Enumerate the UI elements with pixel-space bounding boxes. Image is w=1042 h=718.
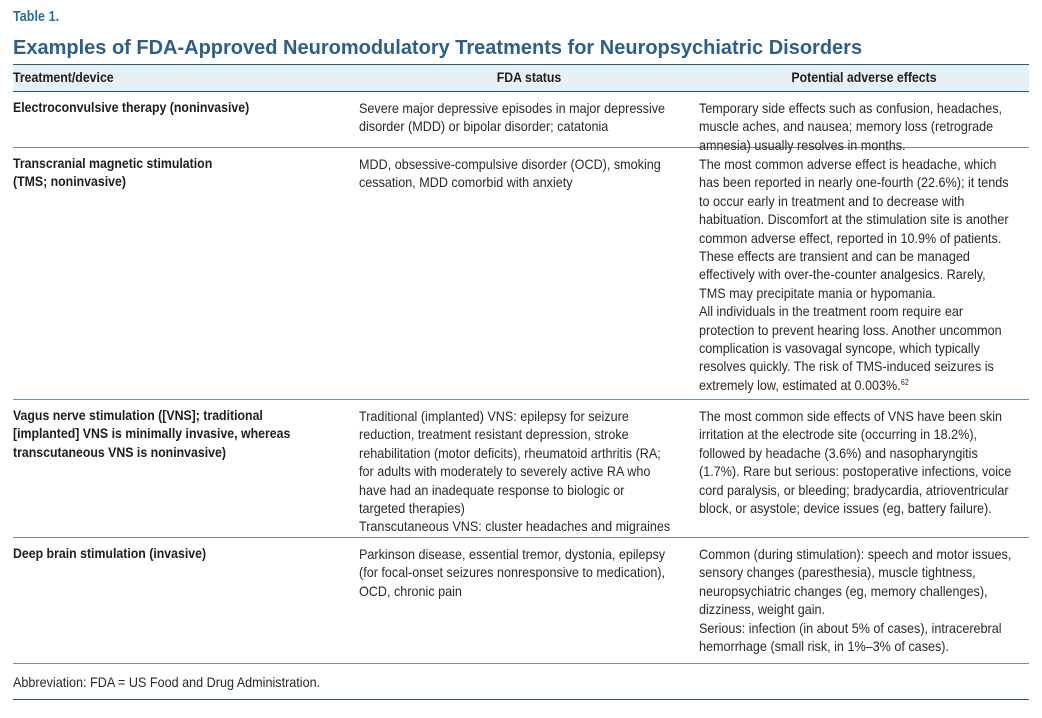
treatment-cell-text	[13, 98, 347, 116]
cell-line-text: habituation. Discomfort at the stimulation site is another	[699, 211, 1009, 228]
cell-line-text: (TMS; noninvasive)	[13, 173, 126, 190]
cell-line-text: Vagus nerve stimulation ([VNS]; traditional	[13, 407, 263, 423]
cell-line	[699, 155, 1037, 173]
cell-line-text: The most common side effects of VNS have been skin	[699, 408, 1003, 424]
cell-line-text: Temporary side effects such as confusion, headaches,	[699, 100, 1003, 116]
adverse-effects-cell	[699, 538, 1029, 663]
cell-line	[359, 444, 697, 462]
cell-line	[699, 339, 1037, 357]
table-label: Table 1.	[13, 9, 60, 25]
treatment-cell	[13, 148, 359, 399]
cell-line-text: MDD, obsessive-compulsive disorder (OCD), smoking	[359, 156, 661, 172]
cell-line-text: Severe major depressive episodes in major depressive	[359, 100, 666, 116]
cell-line	[699, 462, 1037, 480]
cell-line	[699, 499, 1037, 517]
cell-line-text: complication is vasovagal syncope, which typically	[699, 340, 980, 357]
cell-line	[699, 407, 1037, 425]
cell-line-text: followed by headache (3.6%) and nasopharyngitis	[699, 444, 978, 461]
cell-line-text: [implanted] VNS is minimally invasive, whereas	[13, 425, 291, 442]
fda-status-cell	[359, 538, 699, 663]
column-header-adverse-effects: Potential adverse effects	[791, 69, 937, 85]
cell-line	[699, 136, 1037, 154]
cell-line-text: block, or asystole; device issues (eg, battery failure).	[699, 500, 992, 517]
cell-line	[359, 499, 697, 517]
cell-line	[699, 582, 1037, 600]
cell-line	[699, 173, 1037, 191]
reference-superscript: 62	[900, 377, 909, 387]
cell-line-text: All individuals in the treatment room require ear	[699, 303, 964, 320]
cell-line-text: resolves quickly. The risk of TMS-induced seizures is	[699, 358, 994, 375]
cell-line	[699, 545, 1037, 563]
cell-line	[359, 155, 697, 173]
cell-line-text: cord paralysis, or bleeding; bradycardia, atrioventricular	[699, 481, 1009, 498]
treatment-cell	[13, 538, 359, 663]
cell-line	[13, 98, 347, 116]
cell-line	[699, 210, 1037, 228]
cell-line-text: Common (during stimulation): speech and motor issues,	[699, 546, 1012, 562]
cell-line-text: These effects are transient and can be managed	[699, 248, 970, 265]
cell-line-text: for adults with moderately to severely active RA who	[359, 463, 651, 480]
fda-status-cell	[359, 148, 699, 399]
cell-line	[699, 563, 1037, 581]
adverse-effects-cell	[699, 400, 1029, 537]
bottom-rule	[13, 699, 1029, 700]
cell-line-text: targeted therapies)	[359, 500, 465, 517]
cell-line	[699, 302, 1037, 320]
cell-line	[699, 321, 1037, 339]
cell-line	[359, 481, 697, 499]
cell-line	[699, 425, 1037, 443]
cell-line	[13, 443, 347, 461]
cell-line	[359, 517, 697, 535]
cell-line-text: Electroconvulsive therapy (noninvasive)	[13, 99, 250, 115]
cell-line	[359, 407, 697, 425]
fda-status-cell	[359, 400, 699, 537]
cell-line	[699, 619, 1037, 637]
cell-line	[699, 481, 1037, 499]
cell-line-text: have had an inadequate response to biologic or	[359, 481, 625, 498]
table-body	[13, 92, 1029, 664]
treatment-cell-text	[13, 154, 347, 191]
treatment-cell-text	[13, 406, 347, 461]
cell-line-text: sensory changes (paresthesia), muscle tightness,	[699, 564, 976, 581]
treatment-cell	[13, 400, 359, 537]
table-row	[13, 538, 1029, 664]
cell-line-text: Transcutaneous VNS: cluster headaches and migraines	[359, 518, 671, 535]
fda-status-cell-text	[359, 407, 697, 536]
cell-line	[699, 376, 1037, 394]
table-header-row	[13, 64, 1029, 92]
table-row	[13, 92, 1029, 153]
cell-line-text: Parkinson disease, essential tremor, dystonia, epilepsy	[359, 546, 666, 562]
cell-line-text: muscle aches, and nausea; memory loss (retrograde	[699, 118, 994, 135]
cell-line	[359, 173, 697, 191]
cell-line-text: rehabilitation (motor deficits), rheumatoid arthritis (RA;	[359, 444, 661, 461]
cell-line	[699, 99, 1037, 117]
cell-line-text: Transcranial magnetic stimulation	[13, 155, 213, 171]
cell-line-text: (1.7%). Rare but serious: postoperative infections, voice	[699, 463, 1012, 480]
cell-line	[359, 462, 697, 480]
cell-line-text: disorder (MDD) or bipolar disorder; catatonia	[359, 118, 609, 135]
cell-line-text: Deep brain stimulation (invasive)	[13, 545, 207, 561]
cell-line	[699, 265, 1037, 283]
cell-line	[699, 600, 1037, 618]
cell-line-text: protection to prevent hearing loss. Another uncommon	[699, 321, 1002, 338]
cell-line	[699, 637, 1037, 655]
cell-line-text: cessation, MDD comorbid with anxiety	[359, 174, 573, 191]
cell-line-text: dizziness, weight gain.	[699, 601, 826, 618]
fda-status-cell-text	[359, 545, 697, 600]
cell-line-text: common adverse effect, reported in 10.9% of patients.	[699, 229, 1002, 246]
cell-line-text: effectively with over-the-counter analgesics. Rarely,	[699, 266, 986, 283]
cell-line	[13, 406, 347, 424]
treatments-table	[13, 64, 1029, 664]
cell-line	[13, 424, 347, 442]
cell-line	[359, 582, 697, 600]
cell-line-text: The most common adverse effect is headache, which	[699, 156, 997, 172]
cell-line-text: Serious: infection (in about 5% of cases), intracerebral	[699, 619, 1002, 636]
cell-line	[359, 545, 697, 563]
adverse-effects-cell	[699, 148, 1029, 399]
cell-line	[13, 154, 347, 172]
table-footnote: Abbreviation: FDA = US Food and Drug Administration.	[13, 674, 321, 690]
column-header-treatment: Treatment/device	[13, 69, 114, 85]
cell-line-text: reduction, treatment resistant depression, stroke	[359, 426, 629, 443]
adverse-effects-cell-text	[699, 155, 1037, 394]
adverse-effects-cell-text	[699, 99, 1037, 154]
cell-line	[359, 99, 697, 117]
treatment-cell-text	[13, 544, 347, 562]
cell-line-text: hemorrhage (small risk, in 1%–3% of cases).	[699, 638, 950, 655]
column-header-fda-status: FDA status	[496, 69, 562, 85]
table-row	[13, 400, 1029, 538]
cell-line-text: Traditional (implanted) VNS: epilepsy for seizure	[359, 408, 629, 424]
cell-line	[359, 117, 697, 135]
cell-line	[699, 357, 1037, 375]
cell-line-text: irritation at the electrode site (occurring in 18.2%),	[699, 426, 978, 443]
cell-line-text: amnesia) usually resolves in months.	[699, 136, 906, 153]
cell-line-text: neuropsychiatric changes (eg, memory challenges),	[699, 582, 988, 599]
cell-line-text: to occur early in treatment and to decrease with	[699, 192, 965, 209]
cell-line-text: extremely low, estimated at 0.003%.	[699, 376, 901, 393]
fda-status-cell-text	[359, 155, 697, 192]
cell-line-text: transcutaneous VNS is noninvasive)	[13, 443, 226, 460]
cell-line	[699, 229, 1037, 247]
cell-line-text: has been reported in nearly one-fourth (22.6%); it tends	[699, 174, 1009, 191]
cell-line	[13, 544, 347, 562]
fda-status-cell	[359, 92, 699, 147]
adverse-effects-cell	[699, 92, 1029, 153]
cell-line	[699, 247, 1037, 265]
table-title: Examples of FDA-Approved Neuromodulatory Treatments for Neuropsychiatric Disorders	[13, 37, 863, 59]
table-row	[13, 148, 1029, 400]
cell-line	[359, 425, 697, 443]
treatment-cell	[13, 92, 359, 147]
adverse-effects-cell-text	[699, 545, 1037, 655]
cell-line	[699, 444, 1037, 462]
cell-line-text: OCD, chronic pain	[359, 582, 462, 599]
cell-line	[699, 192, 1037, 210]
cell-line	[359, 563, 697, 581]
document-page	[13, 8, 1029, 664]
cell-line-text: (for focal-onset seizures nonresponsive to medication),	[359, 564, 666, 581]
cell-line-text: TMS may precipitate mania or hypomania.	[699, 284, 936, 301]
adverse-effects-cell-text	[699, 407, 1037, 517]
cell-line	[699, 284, 1037, 302]
cell-line	[13, 172, 347, 190]
fda-status-cell-text	[359, 99, 697, 136]
cell-line	[699, 117, 1037, 135]
